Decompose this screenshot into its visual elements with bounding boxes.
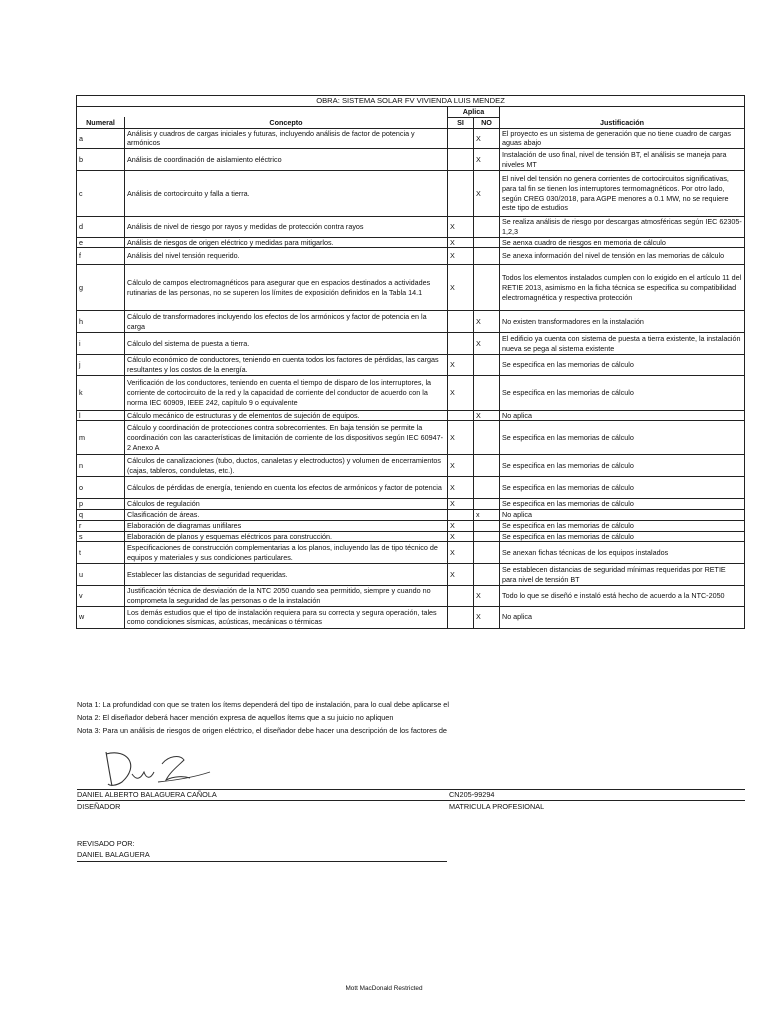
justificacion-cell: No existen transformadores en la instalación xyxy=(500,311,745,333)
si-cell: X xyxy=(448,499,474,510)
no-header: NO xyxy=(474,117,500,128)
justificacion-cell: Todo lo que se diseñó e instaló está hecho de acuerdo a la NTC-2050 xyxy=(500,586,745,606)
concepto-cell: Cálculos de canalizaciones (tubo, ductos, canaletas y electroductos) y volumen de encerramientos (cajas, tableros, conduletas, etc.). xyxy=(125,455,448,477)
table-row xyxy=(77,531,745,542)
concepto-cell: Análisis y cuadros de cargas iniciales y futuras, incluyendo análisis de factor de potencia y armónicos xyxy=(125,128,448,148)
requirements-table xyxy=(76,95,745,629)
concepto-cell: Análisis de coordinación de aislamiento eléctrico xyxy=(125,149,448,171)
table-row xyxy=(77,510,745,521)
si-cell xyxy=(448,149,474,171)
justificacion-cell: Se realiza análisis de riesgo por descargas atmosféricas según IEC 62305-1,2,3 xyxy=(500,217,745,237)
reviewer-name: DANIEL BALAGUERA xyxy=(77,850,150,859)
concepto-cell: Especificaciones de construcción complementarias a los planos, incluyendo las de tipo técnico de equipos y materiales y sus condiciones particulares. xyxy=(125,542,448,564)
matricula-label: MATRICULA PROFESIONAL xyxy=(449,802,545,811)
table-title: OBRA: SISTEMA SOLAR FV VIVIENDA LUIS MENDEZ xyxy=(77,96,745,107)
reviewed-label: REVISADO POR: xyxy=(77,839,135,848)
numeral-cell: j xyxy=(77,355,125,375)
no-cell xyxy=(474,217,500,237)
no-cell xyxy=(474,542,500,564)
concepto-cell: Análisis del nivel tensión requerido. xyxy=(125,248,448,265)
si-cell xyxy=(448,606,474,628)
justificacion-cell: Se especifica en las memorias de cálculo xyxy=(500,455,745,477)
si-cell: X xyxy=(448,520,474,531)
si-cell xyxy=(448,311,474,333)
no-cell xyxy=(474,375,500,410)
table-row xyxy=(77,542,745,564)
footer-classification: Mott MacDonald Restricted xyxy=(345,985,423,992)
si-cell xyxy=(448,510,474,521)
numeral-cell: p xyxy=(77,499,125,510)
concepto-cell: Elaboración de planos y esquemas eléctricos para construcción. xyxy=(125,531,448,542)
no-cell xyxy=(474,421,500,455)
concepto-cell: Cálculo de campos electromagnéticos para asegurar que en espacios destinados a actividades rutinarias de las personas, no se superen los límites de exposición definidos en la Tabla 14.1 xyxy=(125,265,448,311)
justificacion-cell: Se aenxa cuadro de riesgos en memoria de cálculo xyxy=(500,237,745,248)
table-row xyxy=(77,410,745,421)
table-row xyxy=(77,311,745,333)
table-body xyxy=(77,128,745,628)
table-row xyxy=(77,149,745,171)
justificacion-cell: No aplica xyxy=(500,410,745,421)
header-spacer xyxy=(77,107,448,118)
concepto-cell: Justificación técnica de desviación de la NTC 2050 cuando sea permitido, siempre y cuando no comprometa la seguridad de las personas o de la instalación xyxy=(125,586,448,606)
note-3: Nota 3: Para un análisis de riesgos de origen eléctrico, el diseñador debe hacer una descripción de los factores de xyxy=(77,726,447,735)
si-cell xyxy=(448,171,474,217)
numeral-cell: d xyxy=(77,217,125,237)
no-cell xyxy=(474,564,500,586)
si-cell xyxy=(448,586,474,606)
table-row xyxy=(77,375,745,410)
numeral-cell: r xyxy=(77,520,125,531)
no-cell xyxy=(474,520,500,531)
table-row xyxy=(77,477,745,499)
no-cell: X xyxy=(474,606,500,628)
numeral-cell: w xyxy=(77,606,125,628)
table-row xyxy=(77,265,745,311)
designer-signature-image xyxy=(88,742,218,792)
concepto-cell: Cálculo de transformadores incluyendo los efectos de los armónicos y factor de potencia en la carga xyxy=(125,311,448,333)
justificacion-cell: Instalación de uso final, nivel de tensión BT, el análisis se maneja para niveles MT xyxy=(500,149,745,171)
si-cell xyxy=(448,128,474,148)
numeral-cell: g xyxy=(77,265,125,311)
justificacion-cell: No aplica xyxy=(500,510,745,521)
designer-role: DISEÑADOR xyxy=(77,802,121,811)
numeral-cell: e xyxy=(77,237,125,248)
concepto-cell: Cálculo y coordinación de protecciones contra sobrecorrientes. En baja tensión se permite la coordinación con las características de limitación de corriente de los dispositivos según IEC 60947-2 Anexo A xyxy=(125,421,448,455)
table-row xyxy=(77,217,745,237)
justificacion-cell: Se especifica en las memorias de cálculo xyxy=(500,531,745,542)
designer-name: DANIEL ALBERTO BALAGUERA CAÑOLA xyxy=(77,790,217,799)
requirements-sheet xyxy=(76,95,744,629)
no-cell: X xyxy=(474,128,500,148)
no-cell xyxy=(474,477,500,499)
concepto-cell: Análisis de cortocircuito y falla a tierra. xyxy=(125,171,448,217)
no-cell xyxy=(474,265,500,311)
si-cell: X xyxy=(448,531,474,542)
numeral-cell: m xyxy=(77,421,125,455)
aplica-header: Aplica xyxy=(448,107,500,118)
numeral-cell: h xyxy=(77,311,125,333)
concepto-cell: Los demás estudios que el tipo de instalación requiera para su correcta y segura operación, tales como condiciones sísmicas, acústicas, mecánicas o térmicas xyxy=(125,606,448,628)
concepto-cell: Establecer las distancias de seguridad requeridas. xyxy=(125,564,448,586)
si-cell: X xyxy=(448,477,474,499)
justificacion-cell: Todos los elementos instalados cumplen con lo exigido en el artículo 11 del RETIE 2013, asimismo en la ficha técnica se especifica su compatibilidad electromagnética y respectiva protección xyxy=(500,265,745,311)
si-cell: X xyxy=(448,542,474,564)
designer-block xyxy=(77,790,217,800)
justificacion-cell: Se anexa información del nivel de tensión en las memorias de cálculo xyxy=(500,248,745,265)
si-header: SI xyxy=(448,117,474,128)
numeral-cell: b xyxy=(77,149,125,171)
concepto-cell: Cálculos de regulación xyxy=(125,499,448,510)
justificacion-cell: No aplica xyxy=(500,606,745,628)
numeral-cell: f xyxy=(77,248,125,265)
no-cell: x xyxy=(474,510,500,521)
concepto-cell: Clasificación de áreas. xyxy=(125,510,448,521)
si-cell: X xyxy=(448,237,474,248)
justificacion-header: Justificación xyxy=(500,117,745,128)
si-cell: X xyxy=(448,248,474,265)
matricula-value: CN205-99294 xyxy=(449,790,495,799)
header-spacer-right xyxy=(500,107,745,118)
note-1: Nota 1: La profundidad con que se traten los ítems dependerá del tipo de instalación, para lo cual debe aplicarse el xyxy=(77,700,449,709)
si-cell: X xyxy=(448,355,474,375)
si-cell: X xyxy=(448,375,474,410)
no-cell: X xyxy=(474,149,500,171)
designer-divider xyxy=(77,800,745,801)
si-cell: X xyxy=(448,217,474,237)
concepto-cell: Verificación de los conductores, teniendo en cuenta el tiempo de disparo de los interruptores, la corriente de cortocircuito de la red y la capacidad de corriente del conductor de acuerdo con la norma IEC 60909, IEEE 242, capítulo 9 o equivalente xyxy=(125,375,448,410)
concepto-cell: Cálculo del sistema de puesta a tierra. xyxy=(125,333,448,355)
numeral-cell: q xyxy=(77,510,125,521)
notes xyxy=(77,698,449,737)
no-cell xyxy=(474,499,500,510)
note-2: Nota 2: El diseñador deberá hacer mención expresa de aquellos ítems que a su juicio no apliquen xyxy=(77,713,394,722)
concepto-cell: Elaboración de diagramas unifilares xyxy=(125,520,448,531)
numeral-cell: v xyxy=(77,586,125,606)
si-cell: X xyxy=(448,455,474,477)
table-row xyxy=(77,248,745,265)
concepto-cell: Análisis de riesgos de origen eléctrico y medidas para mitigarlos. xyxy=(125,237,448,248)
no-cell: X xyxy=(474,410,500,421)
numeral-cell: t xyxy=(77,542,125,564)
no-cell xyxy=(474,531,500,542)
numeral-cell: a xyxy=(77,128,125,148)
justificacion-cell: Se establecen distancias de seguridad mínimas requeridas por RETIE para nivel de tensión BT xyxy=(500,564,745,586)
justificacion-cell: El edificio ya cuenta con sistema de puesta a tierra existente, la instalación nueva se pega al sistema existente xyxy=(500,333,745,355)
si-cell xyxy=(448,333,474,355)
concepto-cell: Cálculo mecánico de estructuras y de elementos de sujeción de equipos. xyxy=(125,410,448,421)
concepto-header: Concepto xyxy=(125,117,448,128)
table-row xyxy=(77,355,745,375)
numeral-header: Numeral xyxy=(77,117,125,128)
numeral-cell: c xyxy=(77,171,125,217)
table-row xyxy=(77,333,745,355)
justificacion-cell: Se especifica en las memorias de cálculo xyxy=(500,355,745,375)
justificacion-cell: Se especifica en las memorias de cálculo xyxy=(500,499,745,510)
numeral-cell: k xyxy=(77,375,125,410)
concepto-cell: Cálculo económico de conductores, teniendo en cuenta todos los factores de pérdidas, las cargas resultantes y los costos de la energía. xyxy=(125,355,448,375)
no-cell: X xyxy=(474,171,500,217)
table-row xyxy=(77,586,745,606)
justificacion-cell: Se especifica en las memorias de cálculo xyxy=(500,375,745,410)
numeral-cell: i xyxy=(77,333,125,355)
table-row xyxy=(77,520,745,531)
si-cell: X xyxy=(448,421,474,455)
si-cell xyxy=(448,410,474,421)
no-cell: X xyxy=(474,311,500,333)
concepto-cell: Cálculos de pérdidas de energía, teniendo en cuenta los efectos de armónicos y factor de potencia xyxy=(125,477,448,499)
justificacion-cell: El proyecto es un sistema de generación que no tiene cuadro de cargas aguas abajo xyxy=(500,128,745,148)
justificacion-cell: Se especifica en las memorias de cálculo xyxy=(500,477,745,499)
table-row xyxy=(77,499,745,510)
no-cell xyxy=(474,248,500,265)
table-row xyxy=(77,606,745,628)
table-row xyxy=(77,128,745,148)
no-cell: X xyxy=(474,586,500,606)
table-row xyxy=(77,455,745,477)
justificacion-cell: El nivel del tensión no genera corrientes de cortocircuitos significativas, para tal fin se tienen los interruptores termomagnéticos. Por otro lado, según CREG 030/2018, para AGPE menores a 0.1 MW, no se requiere este tipo de estudios xyxy=(500,171,745,217)
si-cell: X xyxy=(448,564,474,586)
no-cell xyxy=(474,237,500,248)
numeral-cell: n xyxy=(77,455,125,477)
no-cell xyxy=(474,455,500,477)
concepto-cell: Análisis de nivel de riesgo por rayos y medidas de protección contra rayos xyxy=(125,217,448,237)
si-cell: X xyxy=(448,265,474,311)
justificacion-cell: Se anexan fichas técnicas de los equipos instalados xyxy=(500,542,745,564)
justificacion-cell: Se especifica en las memorias de cálculo xyxy=(500,421,745,455)
numeral-cell: l xyxy=(77,410,125,421)
numeral-cell: s xyxy=(77,531,125,542)
table-row xyxy=(77,237,745,248)
reviewer-line xyxy=(77,861,447,862)
table-row xyxy=(77,171,745,217)
numeral-cell: u xyxy=(77,564,125,586)
table-row xyxy=(77,564,745,586)
no-cell xyxy=(474,355,500,375)
table-row xyxy=(77,421,745,455)
numeral-cell: o xyxy=(77,477,125,499)
no-cell: X xyxy=(474,333,500,355)
justificacion-cell: Se especifica en las memorias de cálculo xyxy=(500,520,745,531)
